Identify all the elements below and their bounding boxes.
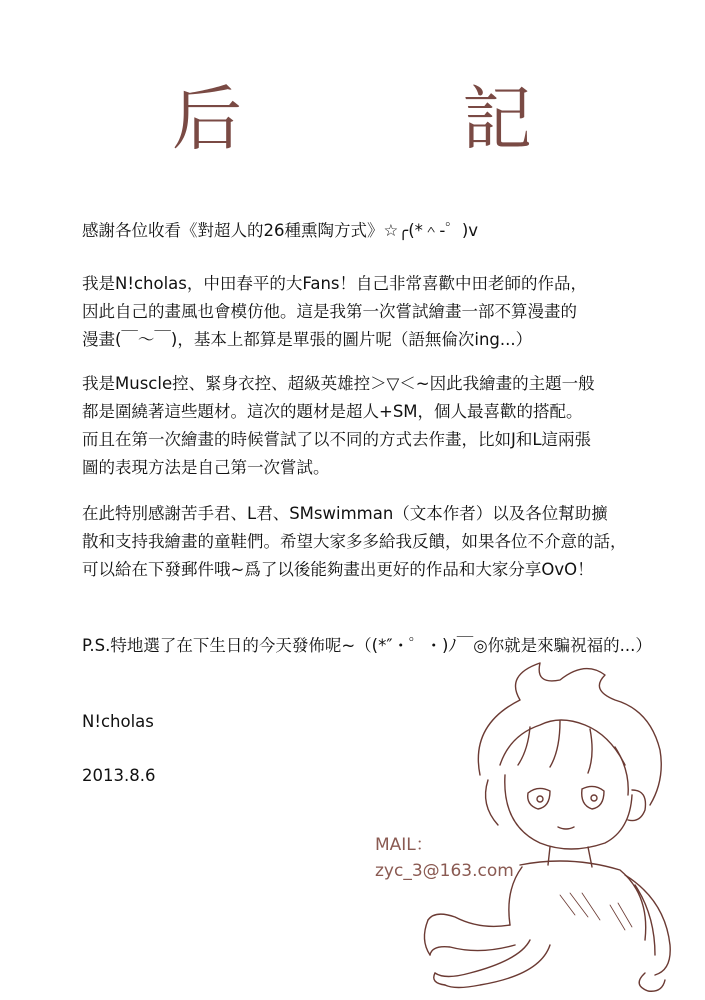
text-line: 散和支持我繪畫的童鞋們。希望大家多多給我反饋，如果各位不介意的話， xyxy=(82,532,627,551)
thanks-paragraph xyxy=(82,217,702,245)
chibi-character-sketch xyxy=(410,655,700,995)
author-name: N!cholas xyxy=(82,712,154,731)
mail-address[interactable]: zyc_3@163.com xyxy=(375,861,514,881)
text-line: 而且在第一次繪畫的時候嘗試了以不同的方式去作畫，比如J和L這兩張 xyxy=(82,430,592,449)
text-line: 可以給在下發郵件哦~爲了以後能夠畫出更好的作品和大家分享OvO！ xyxy=(82,560,594,579)
text-line: 我是N!cholas，中田春平的大Fans！自己非常喜歡中田老師的作品， xyxy=(82,274,588,293)
mail-label: MAIL： xyxy=(375,835,433,855)
date-text: 2013.8.6 xyxy=(82,766,156,785)
text-line: 因此自己的畫風也會模仿他。這是我第一次嘗試繪畫一部不算漫畫的 xyxy=(82,302,577,321)
title-char-right: 記 xyxy=(462,78,532,160)
title-char-left: 后 xyxy=(172,78,242,160)
text-line: 感謝各位收看《對超人的26種熏陶方式》☆╭(*＾-゜)v xyxy=(82,221,479,240)
acknowledgement-paragraph xyxy=(82,500,702,584)
text-line: 漫畫(￣～￣)，基本上都算是單張的圖片呢（語無倫次ing...） xyxy=(82,330,533,349)
text-line: 都是圍繞著這些題材。這次的題材是超人+SM，個人最喜歡的搭配。 xyxy=(82,402,583,421)
theme-paragraph xyxy=(82,370,702,482)
text-line: 圖的表現方法是自己第一次嘗試。 xyxy=(82,458,330,477)
intro-paragraph xyxy=(82,270,702,354)
text-line: P.S.特地選了在下生日的今天發佈呢~（(*″・゜・)ﾉ￣◎你就是來騙祝福的...） xyxy=(82,636,652,655)
text-line: 在此特別感謝苦手君、L君、SMswimman（文本作者）以及各位幫助擴 xyxy=(82,504,608,523)
text-line: 我是Muscle控、緊身衣控、超級英雄控＞▽＜~因此我繪畫的主題一般 xyxy=(82,374,595,393)
